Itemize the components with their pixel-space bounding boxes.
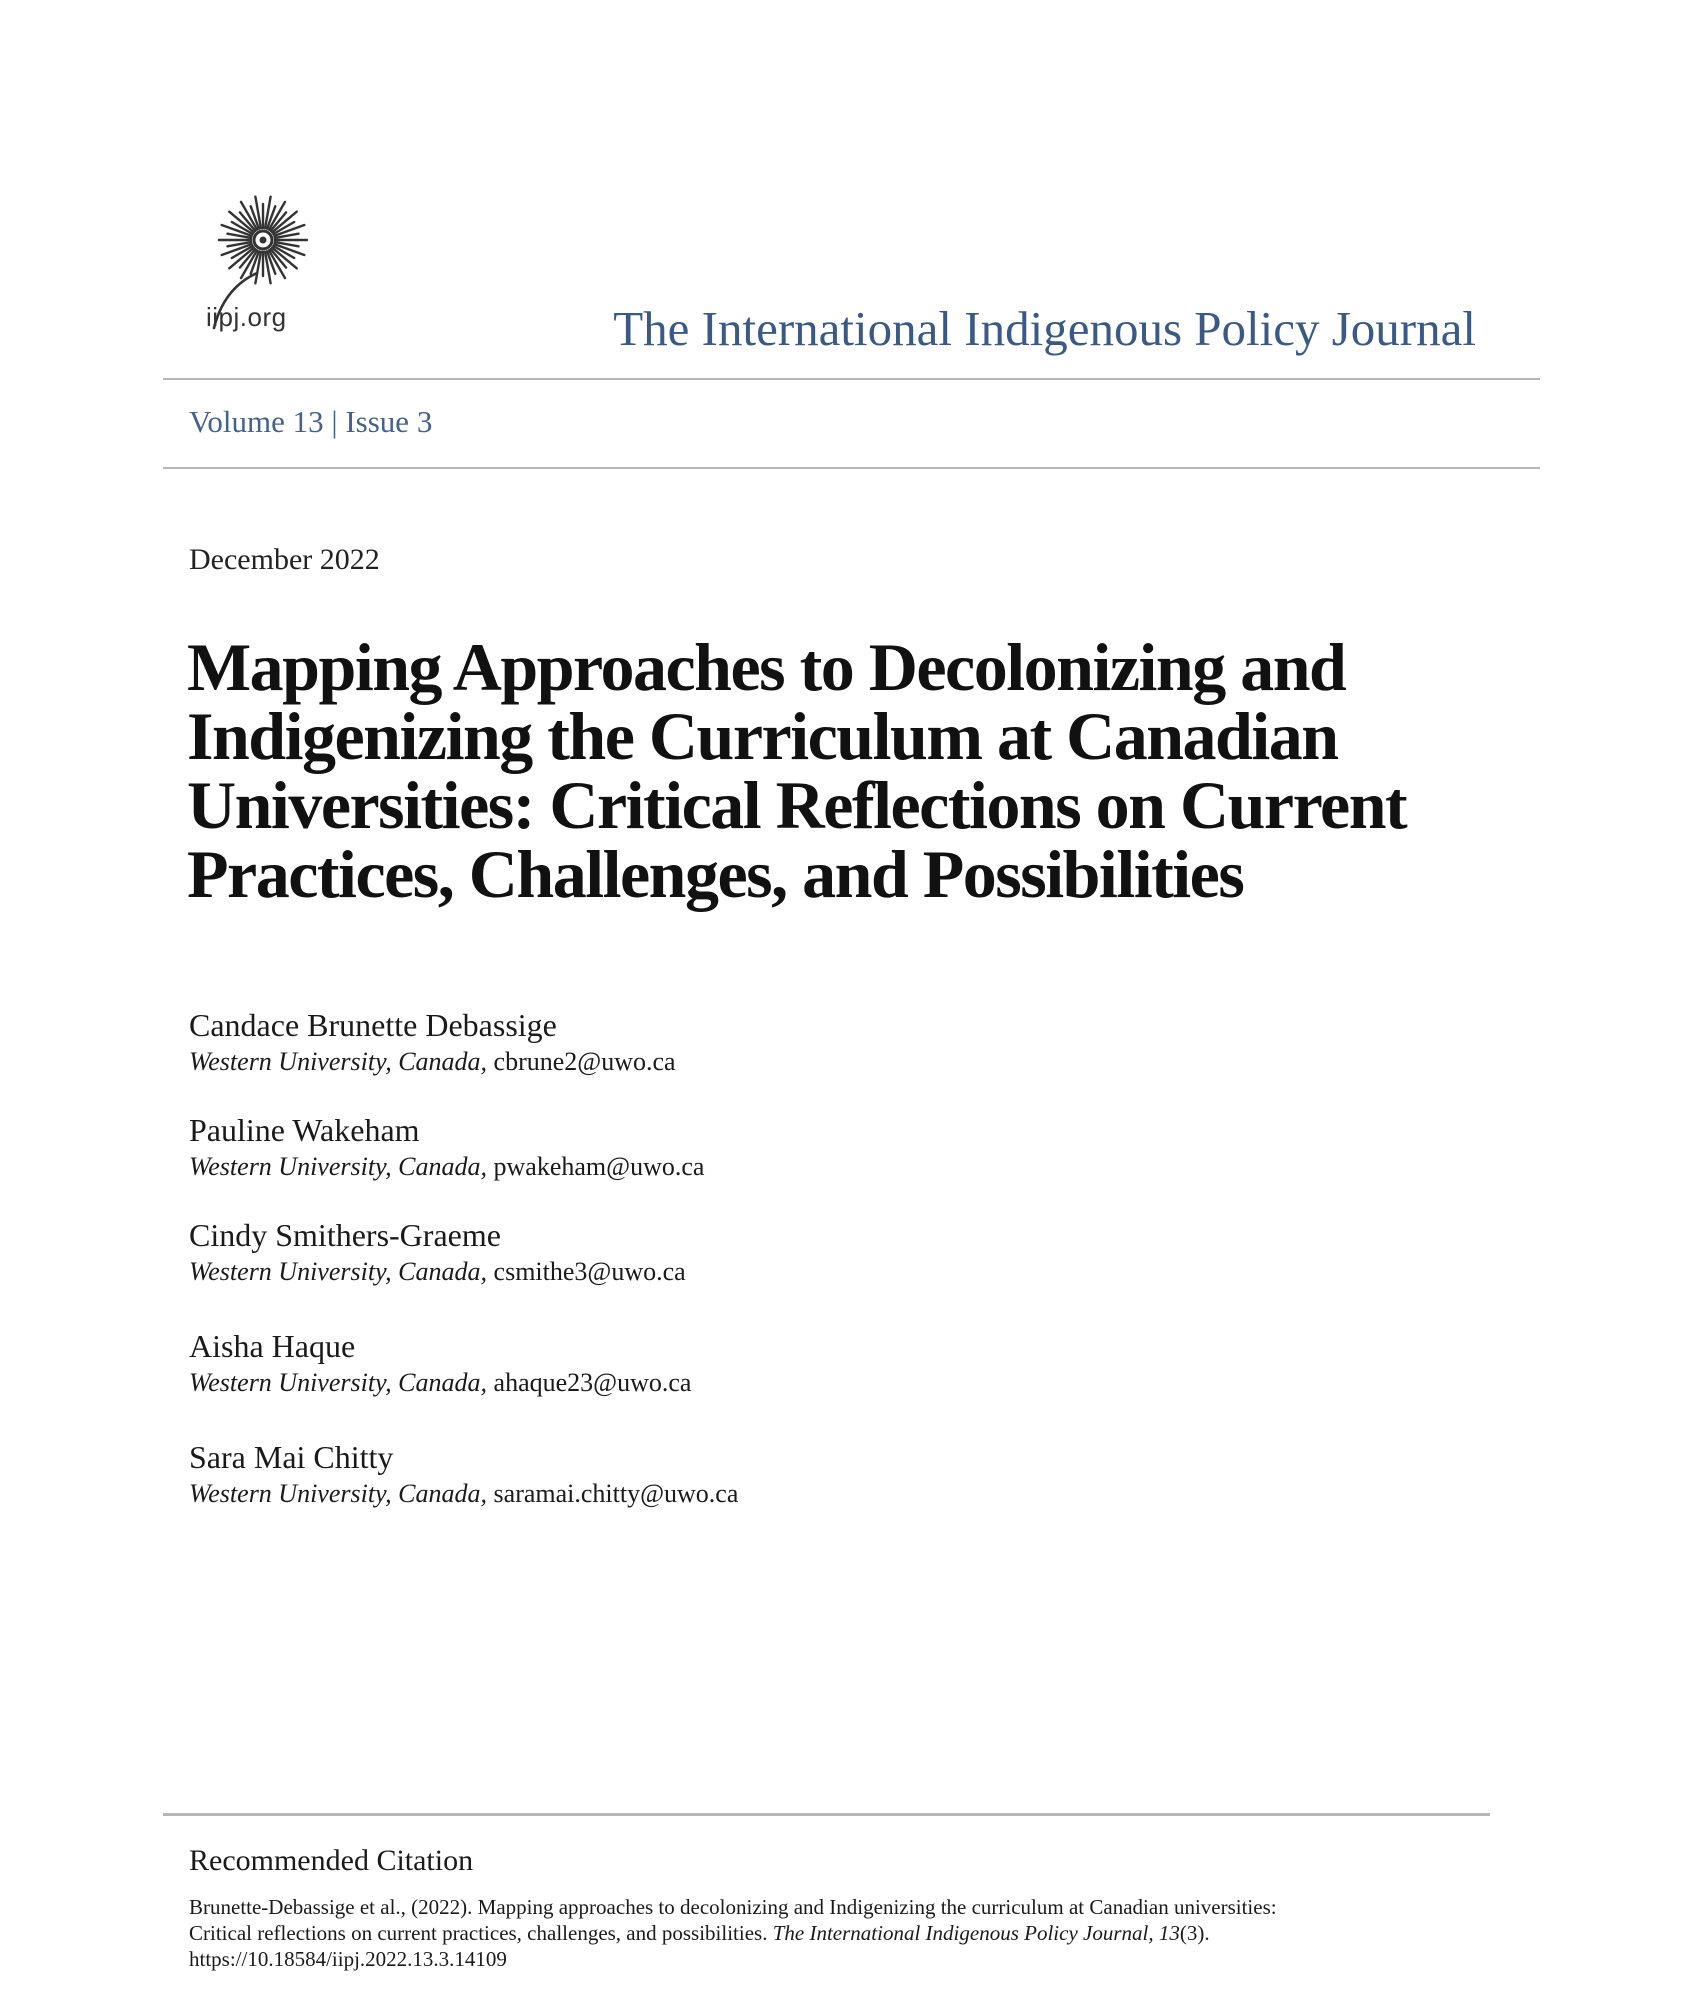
- author-affiliation: [189, 1255, 1389, 1289]
- author-entry: [189, 1326, 1389, 1400]
- author-email-link[interactable]: pwakeham@uwo.ca: [493, 1152, 705, 1181]
- author-entry: [189, 1437, 1389, 1511]
- article-title-line: Indigenizing the Curriculum at Canadian: [187, 698, 1338, 774]
- volume-separator: |: [331, 404, 338, 439]
- journal-title: The International Indigenous Policy Journal: [613, 301, 1476, 356]
- article-title: [187, 629, 1427, 912]
- citation-line: [189, 1920, 1479, 1946]
- author-list: [189, 1005, 1389, 1542]
- issue-divider: [163, 467, 1540, 469]
- citation-line: Brunette-Debassige et al., (2022). Mapping approaches to decolonizing and Indigenizing the curriculum at Canadian universities:: [189, 1895, 1277, 1919]
- author-country: , Canada,: [385, 1047, 488, 1076]
- issue-label: Issue 3: [345, 404, 433, 439]
- author-institution: Western University, Canada,: [189, 1152, 488, 1181]
- logo-text: iipj.org: [206, 302, 287, 332]
- author-affiliation: [189, 1477, 1389, 1511]
- author-institution: Western University, Canada,: [189, 1479, 488, 1508]
- publication-date: December 2022: [189, 543, 380, 576]
- citation-text-plain: Critical reflections on current practices, challenges, and possibilities.: [189, 1921, 768, 1945]
- citation-heading: Recommended Citation: [189, 1844, 474, 1877]
- author-affiliation: [189, 1045, 1389, 1079]
- citation-doi-link[interactable]: https://10.18584/iipj.2022.13.3.14109: [189, 1947, 507, 1971]
- author-institution: Western University, Canada,: [189, 1257, 488, 1286]
- author-name: Pauline Wakeham: [189, 1112, 420, 1148]
- citation-journal: The International Indigenous Policy Journal, 13: [772, 1921, 1180, 1945]
- author-name: Cindy Smithers-Graeme: [189, 1217, 501, 1253]
- article-title-line: Universities: Critical Reflections on Current: [187, 767, 1407, 843]
- author-email-link[interactable]: saramai.chitty@uwo.ca: [493, 1479, 739, 1508]
- author-email-link[interactable]: cbrune2@uwo.ca: [493, 1047, 676, 1076]
- header-divider: [163, 378, 1540, 380]
- volume-label: Volume 13: [189, 404, 324, 439]
- author-entry: [189, 1005, 1389, 1079]
- volume-issue: [189, 404, 432, 440]
- author-institution: Western University: [189, 1047, 386, 1076]
- journal-logo: [200, 190, 320, 340]
- article-title-line: Mapping Approaches to Decolonizing and: [187, 629, 1346, 705]
- author-entry: [189, 1110, 1389, 1184]
- citation-divider: [163, 1813, 1490, 1816]
- author-name: Candace Brunette Debassige: [189, 1007, 557, 1043]
- author-name: Aisha Haque: [189, 1328, 356, 1364]
- author-affiliation: [189, 1366, 1389, 1400]
- citation-issue: (3).: [1179, 1921, 1210, 1945]
- author-email-link[interactable]: csmithe3@uwo.ca: [493, 1257, 686, 1286]
- author-institution: Western University, Canada,: [189, 1368, 488, 1397]
- author-entry: [189, 1215, 1389, 1289]
- citation-text: [189, 1894, 1479, 1972]
- author-name: Sara Mai Chitty: [189, 1439, 394, 1475]
- article-title-line: Practices, Challenges, and Possibilities: [187, 836, 1244, 912]
- author-affiliation: [189, 1150, 1389, 1184]
- author-email-link[interactable]: ahaque23@uwo.ca: [493, 1368, 692, 1397]
